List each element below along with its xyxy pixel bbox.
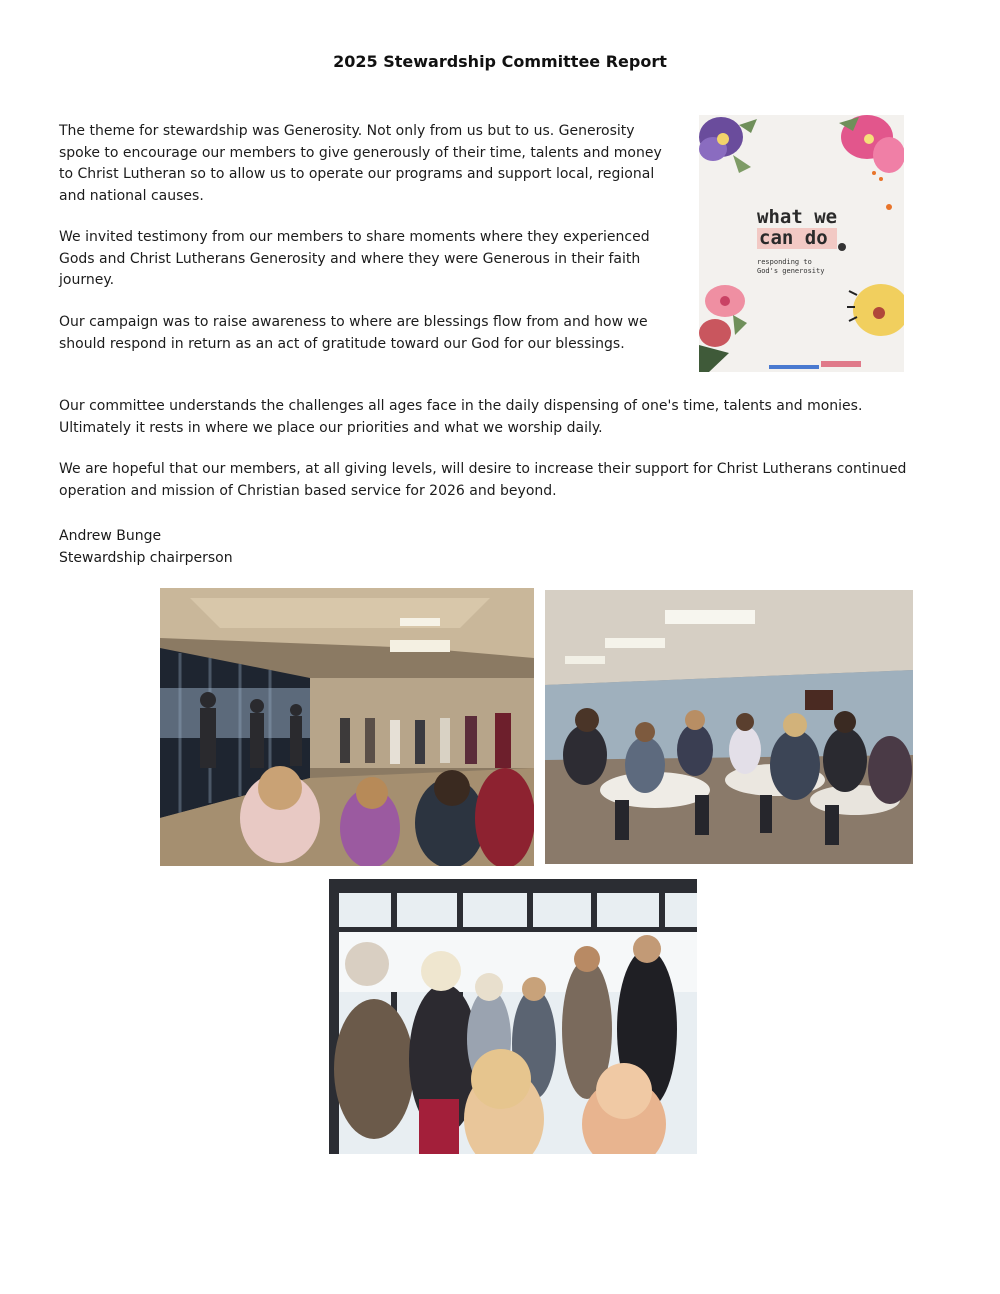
paragraph-campaign: Our campaign was to raise awareness to where are blessings flow from and how we should respond in return as an act of gratitude toward our God for our blessings. <box>59 314 648 352</box>
photo-group-standing <box>329 879 697 1154</box>
paragraph-testimony: We invited testimony from our members to share moments where they experienced Gods and Christ Lutherans Generosity and where they were Generous in their faith journey. <box>59 229 650 288</box>
cover-subtitle <box>757 258 824 276</box>
cover-subtitle-line1: responding to <box>757 258 812 266</box>
cover-title-line2: can do <box>757 228 837 249</box>
signature <box>59 526 233 569</box>
cover-title <box>757 207 837 249</box>
report-title: 2025 Stewardship Committee Report <box>333 52 667 71</box>
cover-subtitle-line2: God's generosity <box>757 267 825 275</box>
paragraph-challenges: Our committee understands the challenges all ages face in the daily dispensing of one's time, talents and monies. Ultimately it rests in where we place our priorities and what we worship daily. <box>59 398 863 436</box>
photo2-image <box>545 590 913 864</box>
photo-fellowship-circle <box>160 588 534 866</box>
paragraph-theme: The theme for stewardship was Generosity. Not only from us but to us. Generosity spoke to encourage our members to give generously of their time, talents and money to Christ Lutheran so to allow us to operate our programs and support local, regional and national causes. <box>59 123 662 204</box>
photo3-image <box>329 879 697 1154</box>
photo-fellowship-tables <box>545 590 913 864</box>
cover-title-line1: what we <box>757 206 838 228</box>
signature-name: Andrew Bunge <box>59 528 162 544</box>
book-cover-image <box>699 115 904 372</box>
paragraph-hope: We are hopeful that our members, at all giving levels, will desire to increase their support for Christ Lutherans continued operation and mission of Christian based service for 2026 and beyond. <box>59 461 907 499</box>
signature-role: Stewardship chairperson <box>59 549 233 566</box>
photo1-image <box>160 588 534 866</box>
